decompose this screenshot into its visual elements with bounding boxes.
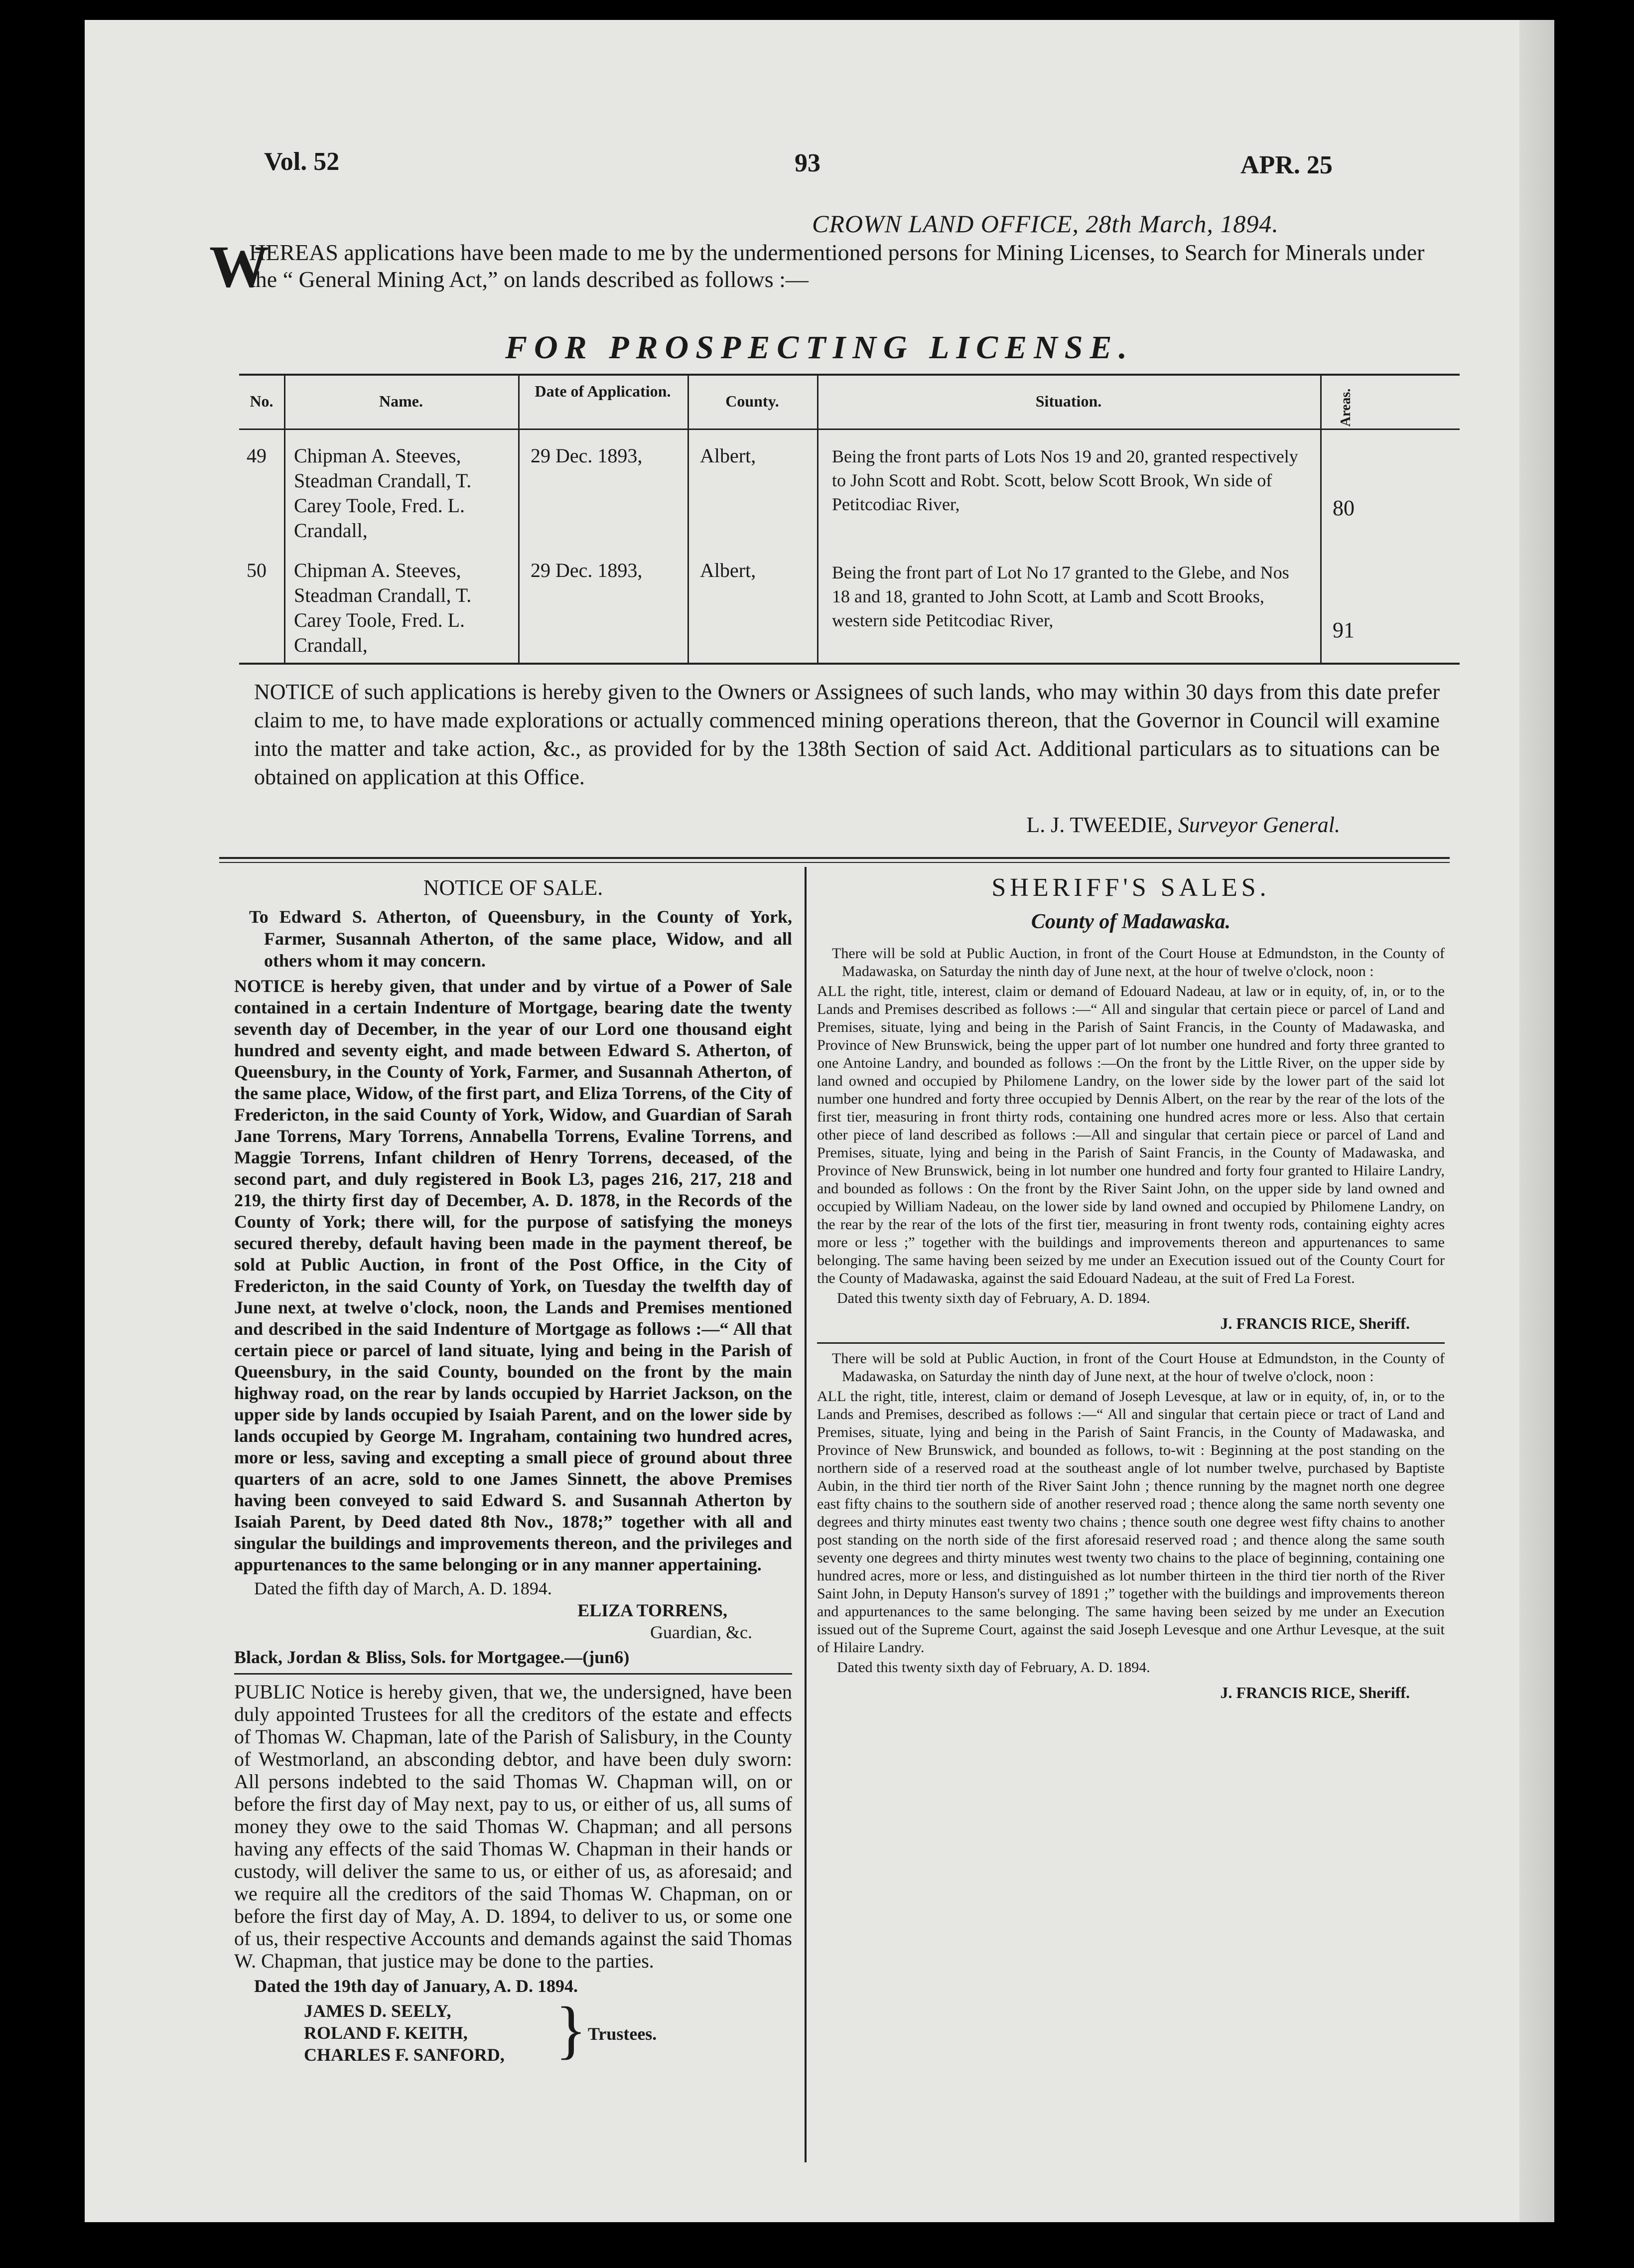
notice-paragraph: NOTICE of such applications is hereby given to the Owners or Assignees of such lands, who may within 30 days from this date prefer claim to me, to have made explorations or actually commenced mining operations thereon, that the Governor in Council will examine into the matter and take action, &c., as provided for by the 138th Section of said Act. Additional particulars as to situations can be obtained on application at this Office.	[254, 680, 1440, 789]
sale1-intro: There will be sold at Public Auction, in front of the Court House at Edmundston, in the County of Madawaska, on Saturday the ninth day of June next, at the hour of twelve o'clock, noon :	[832, 945, 1445, 980]
sheriff-sales-title: SHERIFF'S SALES.	[991, 873, 1270, 902]
sale2-dated: Dated this twenty sixth day of February, A. D. 1894.	[837, 1659, 1150, 1676]
row-no: 49	[247, 444, 267, 467]
trustee-block	[234, 1994, 792, 2070]
signature-title: Surveyor General.	[1178, 813, 1340, 837]
section-divider	[219, 862, 1450, 863]
section-divider	[219, 857, 1450, 859]
sale-solicitors: Black, Jordan & Bliss, Sols. for Mortgagee.—(jun6)	[234, 1647, 630, 1667]
sale-signature-title: Guardian, &c.	[650, 1622, 752, 1642]
row-no: 50	[247, 559, 267, 581]
row-name: Chipman A. Steeves, Steadman Crandall, T. Carey Toole, Fred. L. Crandall,	[294, 559, 472, 656]
sale-title: NOTICE OF SALE.	[423, 875, 603, 900]
volume-number: Vol. 52	[264, 147, 340, 176]
drop-cap: W	[209, 233, 269, 299]
header-county: County.	[725, 392, 779, 410]
row-situation: Being the front part of Lot No 17 granted to the Glebe, and Nos 18 and 18, granted to John Scott, at Lamb and Scott Brooks, western side Petitcodiac River,	[832, 563, 1289, 630]
right-column	[817, 873, 1445, 1703]
sale2-signature: J. FRANCIS RICE, Sheriff.	[1220, 1684, 1410, 1701]
header-date: Date of Application.	[535, 382, 671, 400]
brace-glyph: }	[555, 1994, 587, 2066]
issue-date: APR. 25	[1240, 151, 1333, 179]
surveyor-signature	[1026, 812, 1340, 838]
header-situation: Situation.	[1035, 392, 1102, 410]
row-date: 29 Dec. 1893,	[531, 559, 643, 581]
row-name: Chipman A. Steeves, Steadman Crandall, T. Carey Toole, Fred. L. Crandall,	[294, 444, 472, 542]
public-notice-dated: Dated the 19th day of January, A. D. 1894.	[254, 1976, 578, 1996]
trustee-name: ROLAND F. KEITH,	[304, 2023, 468, 2043]
row-situation: Being the front parts of Lots Nos 19 and 20, granted respectively to John Scott and Robt. Scott, below Scott Brook, Wn side of Petitcodiac River,	[832, 446, 1298, 514]
newspaper-page	[85, 20, 1554, 2222]
trustees-label: Trustees.	[588, 2024, 657, 2044]
county-heading: County of Madawaska.	[1031, 910, 1231, 933]
public-notice-body: PUBLIC Notice is hereby given, that we, the undersigned, have been duly appointed Trustees for all the creditors of the estate and effects of Thomas W. Chapman, late of the Parish of Salisbury, in the County of Westmorland, an absconding debtor, and have been duly sworn: All persons indebted to the said Thomas W. Chapman will, on or before the first day of May next, pay to us, or either of us, all sums of money they owe to the said Thomas W. Chapman; and all persons having any effects of the said Thomas W. Chapman in their hands or custody, will deliver the same to us, or either of us, as aforesaid; and we require all the creditors of the said Thomas W. Chapman, on or before the first day of May, A. D. 1894, to deliver to us, or some one of us, their respective Accounts and demands against the said Thomas W. Chapman, that justice may be done to the parties.	[234, 1681, 792, 1972]
sale1-body: ALL the right, title, interest, claim or demand of Edouard Nadeau, at law or in equity, of, in, or to the Lands and Premises described as follows :—“ All and singular that certain piece or parcel of Land and Premises, situate, lying and being in the Parish of Saint Francis, in the County of Madawaska, and Province of New Brunswick, being the upper part of lot number one hundred and forty three granted to one Antoine Landry, and bounded as follows :—On the front by the Little River, on the upper side by land owned and occupied by Philomene Landry, on the lower side by the lower part of the said lot number one hundred and forty three occupied by Dennis Albert, on the rear by the rear of the lots of the first tier, measuring in front thirty rods, containing one hundred acres more or less. Also that certain other piece of land described as follows :—All and singular that certain piece or parcel of Land and Premises, situate, lying and being in the Parish of Saint Francis, in the County of Madawaska, and Province of New Brunswick, being in lot number one hundred and forty four granted to Hilaire Landry, and bounded as follows : On the front by the River Saint John, on the upper side by land owned and occupied by William Nadeau, on the lower side by land owned and occupied by Philomene Landry, on the rear by the rear of the lots of the first tier, measuring in front twenty rods, containing eighty acres more or less ;” together with the buildings and improvements thereon and appurtenances to same belonging. The same having been seized by me under an Execution issued out of the County Court for the County of Madawaska, against the said Edouard Nadeau, at the suit of Fred La Forest.	[817, 983, 1445, 1286]
crown-office-line: CROWN LAND OFFICE, 28th March, 1894.	[812, 210, 1279, 238]
header-no: No.	[250, 392, 273, 410]
trustee-name: JAMES D. SEELY,	[304, 2001, 451, 2021]
row-area: 91	[1333, 618, 1355, 642]
intro-paragraph: HEREAS applications have been made to me by the undermentioned persons for Mining Licenses, to Search for Minerals under the “ General Mining Act,” on lands described as follows :—	[249, 240, 1425, 292]
header-name: Name.	[379, 392, 423, 410]
sale2-body: ALL the right, title, interest, claim or demand of Joseph Levesque, at law or in equity, of, in, or to the Lands and Premises, described as follows :—“ All and singular that certain piece or tract of Land and Premises, situate, lying and being in the Parish of Saint Francis, in the County of Madawaska, and Province of New Brunswick, and bounded as follows, to-wit : Beginning at the post standing on the northern side of a reserved road at the southeast angle of lot number twelve, purchased by Baptiste Aubin, in the third tier north of the River Saint John ; thence running by the magnet north one degree east fifty chains to the southern side of another reserved road ; thence along the same north seventy one degrees and thirty minutes east twenty two chains ; thence south one degree west fifty chains to another post standing on the north side of the first aforesaid reserved road ; and thence along the same south seventy one degrees and thirty minutes west twenty two chains to the place of beginning, containing one hundred acres, more or less, and distinguished as lot number thirteen in the third tier north of the River Saint John, in Deputy Hanson's survey of 1891 ;” together with the buildings and improvements thereon and appurtenances to the same belonging. The same having been seized by me under an Execution issued out of the Supreme Court, against the said Joseph Levesque and one Arthur Levesque, at the suit of Hilaire Landry.	[817, 1388, 1445, 1656]
sale-addressee: To Edward S. Atherton, of Queensbury, in the County of York, Farmer, Susannah Atherton, of the same place, Widow, and all others whom it may concern.	[249, 907, 792, 971]
row-county: Albert,	[700, 444, 756, 467]
header-areas: Areas.	[1338, 388, 1354, 427]
sale1-dated: Dated this twenty sixth day of February, A. D. 1894.	[837, 1290, 1150, 1306]
sale-body: NOTICE is hereby given, that under and by virtue of a Power of Sale contained in a certain Indenture of Mortgage, bearing date the twenty seventh day of December, in the year of our Lord one thousand eight hundred and seventy eight, and made between Edward S. Atherton, of Queensbury, in the County of York, Farmer, and Susannah Atherton, of the same place, Widow, of the first part, and Eliza Torrens, of the City of Fredericton, in the said County of York, Widow, and Guardian of Sarah Jane Torrens, Mary Torrens, Annabella Torrens, Evaline Torrens, and Maggie Torrens, Infant children of Henry Torrens, deceased, of the second part, and duly registered in Book L3, pages 216, 217, 218 and 219, the thirty first day of December, A. D. 1878, in the Records of the County of York; there will, for the purpose of satisfying the moneys secured thereby, default having been made in the payment thereof, be sold at Public Auction, in front of the Post Office, in the City of Fredericton, in the said County of York, on Tuesday the twelfth day of June next, at twelve o'clock, noon, the Lands and Premises mentioned and described in the said Indenture of Mortgage as follows :—“ All that certain piece or parcel of land situate, lying and being in the Parish of Queensbury, in the said County, bounded on the front by the main highway road, on the rear by lands occupied by Harriet Jackson, on the upper side by lands occupied by Isaiah Parent, and on the lower side by lands occupied by George M. Ingraham, containing two hundred acres, more or less, saving and excepting a small piece of ground about three quarters of an acre, sold to one James Sinnett, the above Premises having been conveyed to said Edward S. and Susannah Atherton by Isaiah Parent, by Deed dated 8th Nov., 1878;” together with all and singular the buildings and improvements thereon, and the privileges and appurtenances to the same belonging or in any manner appertaining.	[234, 976, 792, 1574]
page-number: 93	[795, 149, 820, 177]
sale-dated: Dated the fifth day of March, A. D. 1894.	[254, 1578, 552, 1598]
sale-divider	[817, 1342, 1445, 1344]
row-county: Albert,	[700, 559, 756, 581]
license-title: FOR PROSPECTING LICENSE.	[505, 329, 1134, 366]
trustee-name: CHARLES F. SANFORD,	[304, 2045, 505, 2065]
row-date: 29 Dec. 1893,	[531, 444, 643, 467]
sale2-intro: There will be sold at Public Auction, in front of the Court House at Edmundston, in the County of Madawaska, on Saturday the ninth day of June next, at the hour of twelve o'clock, noon :	[832, 1350, 1445, 1385]
sale-signature-name: ELIZA TORRENS,	[577, 1600, 727, 1620]
left-column	[234, 877, 792, 2070]
signature-name: L. J. TWEEDIE,	[1026, 813, 1173, 837]
column-divider	[805, 867, 807, 2162]
notice-divider	[234, 1673, 792, 1675]
sale1-signature: J. FRANCIS RICE, Sheriff.	[1220, 1314, 1410, 1332]
row-area: 80	[1333, 496, 1355, 520]
